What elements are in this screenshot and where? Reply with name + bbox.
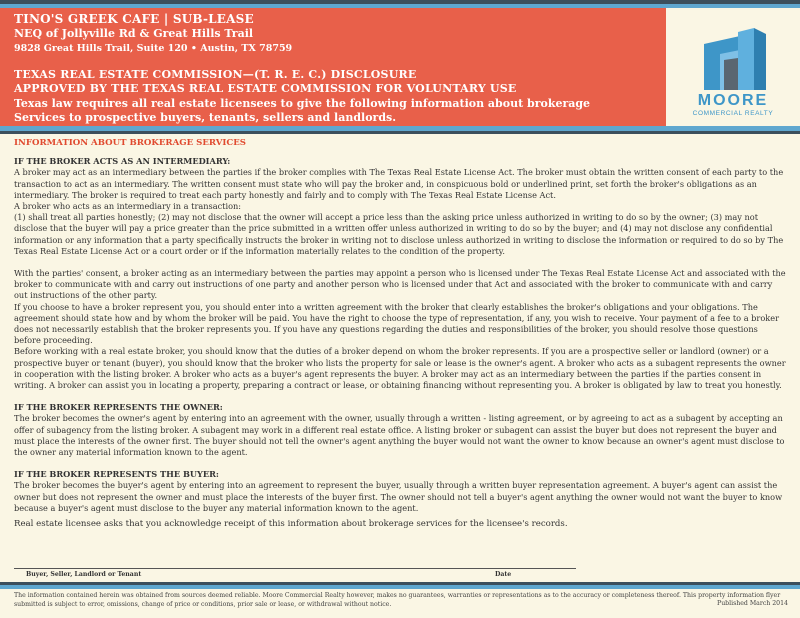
property-address: 9828 Great Hills Trail, Suite 120 • Austin, TX 78759 <box>14 43 293 54</box>
published-date: Published March 2014 <box>717 600 788 607</box>
intermediary-heading: IF THE BROKER ACTS AS AN INTERMEDIARY: <box>14 156 231 167</box>
bottom-stripe-blue <box>0 585 800 589</box>
trec-title: TEXAS REAL ESTATE COMMISSION—(T. R. E. C.) DISCLOSURE <box>14 68 417 81</box>
intro-line-1: Texas law requires all real estate licensees to give the following information about brokerage <box>14 97 591 110</box>
intro-line-2: Services to prospective buyers, tenants, sellers and landlords. <box>14 111 397 124</box>
signature-date-label: Date <box>495 571 512 578</box>
logo-wordmark: MOORE <box>697 92 769 109</box>
logo-subtitle: COMMERCIAL REALTY <box>692 110 774 117</box>
property-name: TINO'S GREEK CAFE | SUB-LEASE <box>14 12 254 26</box>
buyer-heading: IF THE BROKER REPRESENTS THE BUYER: <box>14 469 219 480</box>
consent-paragraph: With the parties' consent, a broker acting as an intermediary between the parties may appoint a person who is licensed under The Texas Real Estate License Act and associated with the broker to communicate with and carry out instructions of one party and another person who is licensed under that Act and associated with the broker to communicate with and carry out instructions of the other party. <box>14 268 786 301</box>
moore-logo <box>666 8 800 126</box>
building-logo-icon <box>694 24 772 90</box>
intermediary-paragraph-1: A broker may act as an intermediary between the parties if the broker complies with The Texas Real Estate License Act. The broker must obtain the written consent of each party to the transaction to act as an intermediary. The written consent must state who will pay the broker and, in conspicuous bold or underlined print, set forth the broker's obligations as an intermediary. The broker is required to treat each party honestly and fairly and to comply with The Texas Real Estate License Act. <box>14 167 784 200</box>
signature-party-label: Buyer, Seller, Landlord or Tenant <box>26 571 142 578</box>
buyer-paragraph: The broker becomes the buyer's agent by entering into an agreement to represent the buyer, usually through a written buyer representation agreement. A buyer's agent can assist the owner but does not represent the owner and must place the interests of the buyer first. The owner should not tell a buyer's agent anything the owner would not want the buyer to know because a buyer's agent must disclose to the buyer any material information known to the agent. <box>14 480 783 513</box>
footer-disclaimer: The information contained herein was obtained from sources deemed reliable. Moore Commercial Realty however, makes no guarantees, warranties or representations as to the accuracy or completeness thereof. This property information flyer submitted is subject to error, omissions, change of price or conditions, prior sale or lease, or withdrawal without notice. <box>14 592 781 608</box>
property-location: NEQ of Jollyville Rd & Great Hills Trail <box>14 27 254 40</box>
owner-paragraph: The broker becomes the owner's agent by entering into an agreement with the owner, usually through a written - listing agreement, or by agreeing to act as a subagent by accepting an offer of subagency from the listing broker. A subagent may work in a different real estate office. A listing broker or subagent can assist the buyer but does not represent the buyer and must place the interests of the owner first. The buyer should not tell the owner's agent anything the buyer would not want the owner to know because an owner's agent must disclose to the owner any material information known to the agent. <box>14 413 785 458</box>
approved-notice: APPROVED BY THE TEXAS REAL ESTATE COMMISSION FOR VOLUNTARY USE <box>14 82 517 95</box>
signature-line <box>14 568 576 569</box>
disclosure-body <box>14 138 786 530</box>
intermediary-paragraph-3: (1) shall treat all parties honestly; (2) may not disclose that the owner will accept a price less than the asking price unless authorized in writing to do so by the owner; (3) may not disclose that the buyer will pay a price greater than the price submitted in a written offer unless authorized in writing to do so by the buyer; and (4) may not disclose any confidential information or any information that a party specifically instructs the broker in writing not to disclose unless authorized in writing to disclose the information or required to do so by The Texas Real Estate License Act or a court order or if the information materially relates to the condition of the property. <box>14 212 784 256</box>
owner-heading: IF THE BROKER REPRESENTS THE OWNER: <box>14 402 223 413</box>
representation-paragraph: If you choose to have a broker represent you, you should enter into a written agreement with the broker that clearly establishes the broker's obligations and your obligations. The agreement should state how and by whom the broker will be paid. You have the right to choose the type of representation, if any, you wish to receive. Your payment of a fee to a broker does not necessarily establish that the broker represents you. If you have any questions regarding the duties and responsibilities of the broker, you should resolve those questions before proceeding. <box>14 301 779 346</box>
intermediary-paragraph-2: A broker who acts as an intermediary in a transaction: <box>14 201 242 212</box>
acknowledge-text: Real estate licensee asks that you acknowledge receipt of this information about brokerage services for the licensee's records. <box>14 519 568 530</box>
section-title: INFORMATION ABOUT BROKERAGE SERVICES <box>14 138 246 148</box>
mid-stripe-dark <box>0 131 800 134</box>
before-working-paragraph: Before working with a real estate broker, you should know that the duties of a broker depend on whom the broker represents. If you are a prospective seller or landlord (owner) or a prospective buyer or tenant (buyer), you should know that the broker who lists the property for sale or lease is the owner's agent. A broker who acts as a subagent represents the owner in cooperation with the listing broker. A broker who acts as a buyer's agent represents the buyer. A broker may act as an intermediary between the parties if the parties consent in writing. A broker can assist you in locating a property, preparing a contract or lease, or obtaining financing without representing you. A broker is obligated by law to treat you honestly. <box>14 346 786 391</box>
